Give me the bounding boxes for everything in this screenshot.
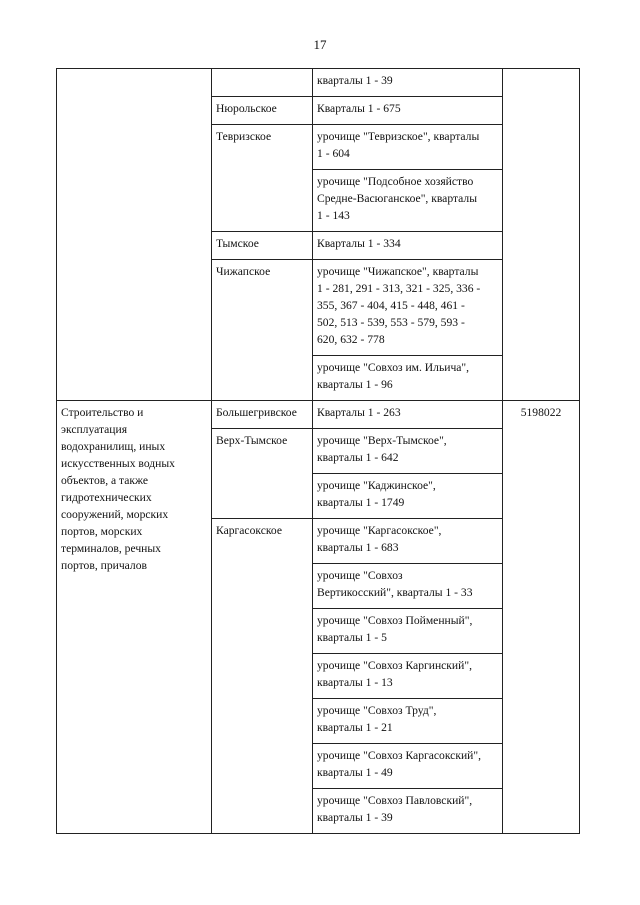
district-cell: Чижапское xyxy=(212,260,313,401)
district-cell: Нюрольское xyxy=(212,97,313,125)
location-cell: урочище "Совхоз Труд", кварталы 1 - 21 xyxy=(313,699,503,744)
location-cell: кварталы 1 - 39 xyxy=(313,69,503,97)
district-cell: Тевризское xyxy=(212,125,313,232)
area-cell xyxy=(503,69,580,401)
location-cell: Кварталы 1 - 334 xyxy=(313,232,503,260)
area-cell: 5198022 xyxy=(503,401,580,834)
location-cell: урочище "Совхоз Каргасокский", кварталы 1 - 49 xyxy=(313,744,503,789)
page-number: 17 xyxy=(313,37,327,52)
location-cell: Кварталы 1 - 675 xyxy=(313,97,503,125)
location-cell: урочище "Совхоз Каргинский", кварталы 1 - 13 xyxy=(313,654,503,699)
location-cell: урочище "Каргасокское", кварталы 1 - 683 xyxy=(313,519,503,564)
location-cell: Кварталы 1 - 263 xyxy=(313,401,503,429)
location-cell: урочище "Совхоз Пойменный", кварталы 1 - 5 xyxy=(313,609,503,654)
district-cell xyxy=(212,69,313,97)
table-row xyxy=(57,69,580,97)
location-cell: урочище "Тевризское", кварталы 1 - 604 xyxy=(313,125,503,170)
district-cell: Верх-Тымское xyxy=(212,429,313,519)
location-cell: урочище "Подсобное хозяйство Средне-Васюганское", кварталы 1 - 143 xyxy=(313,170,503,232)
district-cell: Большегривское xyxy=(212,401,313,429)
location-cell: урочище "Совхоз Павловский", кварталы 1 - 39 xyxy=(313,789,503,834)
location-cell: урочище "Чижапское", кварталы 1 - 281, 291 - 313, 321 - 325, 336 - 355, 367 - 404, 415 - 448, 461 - 502, 513 - 539, 553 - 579, 593 - 620, 632 - 778 xyxy=(313,260,503,356)
purpose-cell: Строительство и эксплуатация водохранилищ, иных искусственных водных объектов, а также гидротехнических сооружений, морских портов, морских терминалов, речных портов, причалов xyxy=(57,401,212,834)
table-row xyxy=(57,401,580,429)
district-cell: Каргасокское xyxy=(212,519,313,834)
location-cell: урочище "Каджинское", кварталы 1 - 1749 xyxy=(313,474,503,519)
location-cell: урочище "Совхоз им. Ильича", кварталы 1 - 96 xyxy=(313,356,503,401)
district-cell: Тымское xyxy=(212,232,313,260)
forestry-table xyxy=(56,68,580,834)
location-cell: урочище "Совхоз Вертикосский", кварталы 1 - 33 xyxy=(313,564,503,609)
location-cell: урочище "Верх-Тымское", кварталы 1 - 642 xyxy=(313,429,503,474)
purpose-cell xyxy=(57,69,212,401)
